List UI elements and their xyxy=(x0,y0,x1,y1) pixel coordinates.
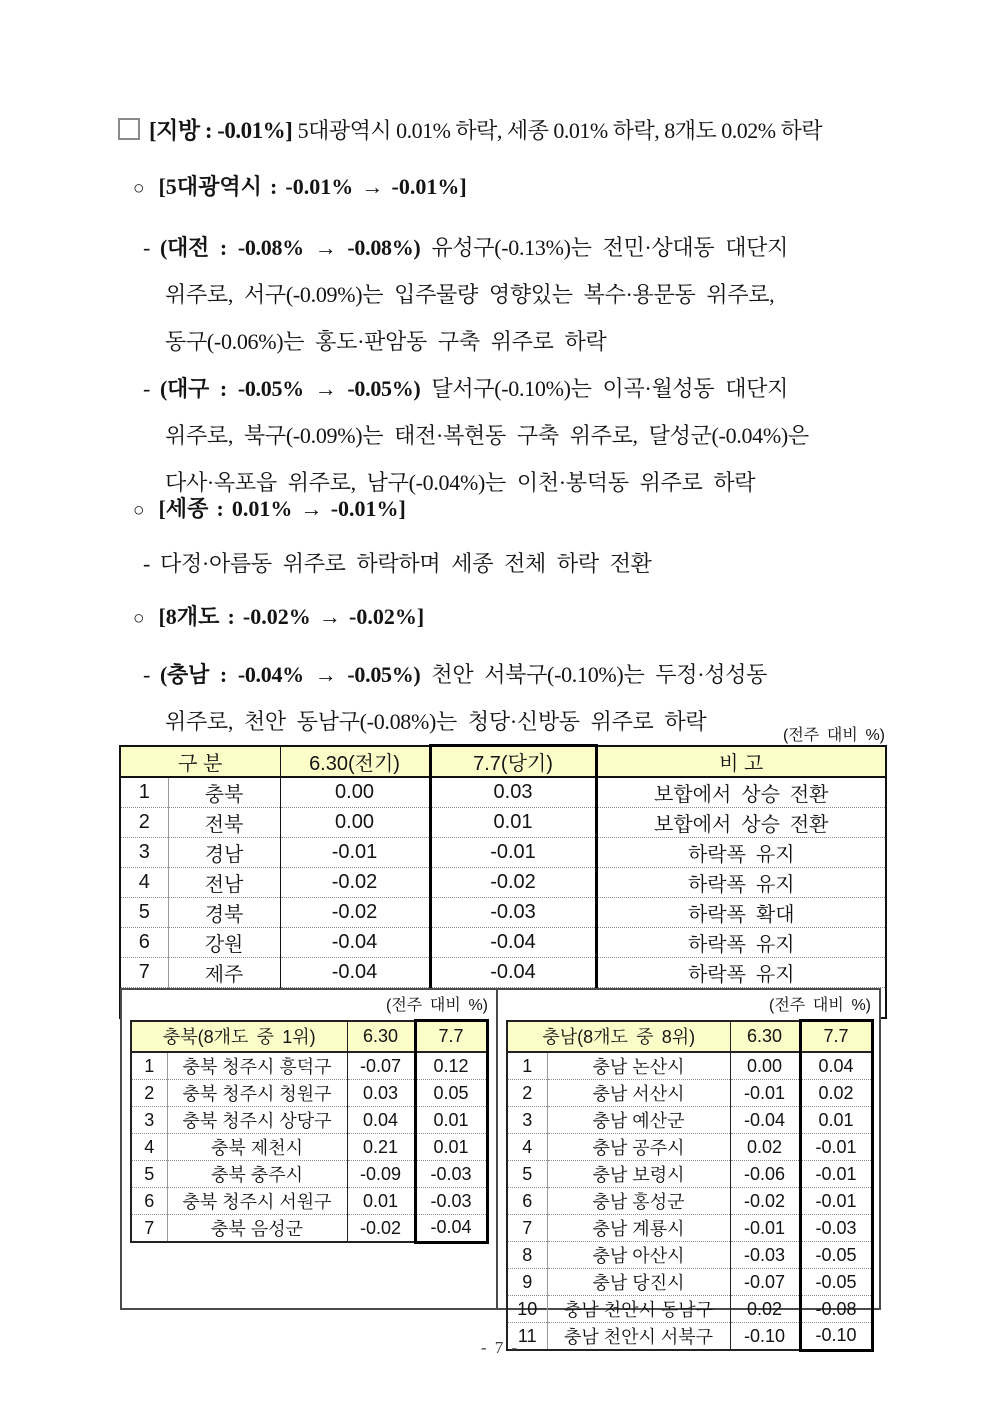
daejeon-rate-bold: (대전 : -0.08% → -0.08%) xyxy=(160,235,421,260)
header-title: 충북(8개도 중 1위) xyxy=(131,1021,347,1053)
cell-prev-rate: -0.02 xyxy=(280,898,430,928)
cell-rank: 6 xyxy=(131,1188,167,1215)
cell-rank: 2 xyxy=(120,808,168,838)
table-row xyxy=(131,1188,487,1215)
cell-region: 충북 청주시 상당구 xyxy=(167,1107,347,1134)
cell-prev-rate: 0.21 xyxy=(347,1134,415,1161)
cell-curr-rate: 0.01 xyxy=(415,1134,487,1161)
cell-prev-rate: -0.09 xyxy=(347,1161,415,1188)
cell-region: 충남 보령시 xyxy=(547,1161,730,1188)
cell-prev-rate: -0.01 xyxy=(730,1215,800,1242)
cell-rank: 3 xyxy=(131,1107,167,1134)
table-row xyxy=(507,1188,872,1215)
cell-rank: 4 xyxy=(120,868,168,898)
cell-curr-rate: 0.04 xyxy=(800,1052,872,1080)
cell-region: 충남 공주시 xyxy=(547,1134,730,1161)
cell-prev-rate: -0.04 xyxy=(730,1107,800,1134)
cell-prev-rate: 0.00 xyxy=(730,1052,800,1080)
page-number: - 7 - xyxy=(480,1338,520,1357)
cell-rank: 8 xyxy=(507,1242,547,1269)
daegu-line3: 다사·옥포읍 위주로, 남구(-0.04%)는 이천·봉덕동 위주로 하락 xyxy=(165,470,756,495)
cell-region: 충남 천안시 서북구 xyxy=(547,1323,730,1351)
cell-curr-rate: -0.10 xyxy=(800,1323,872,1351)
cell-region: 충북 청주시 청원구 xyxy=(167,1080,347,1107)
table-row xyxy=(120,928,886,958)
chungnam-detail-table xyxy=(506,1019,874,1352)
subheading-text: [세종 : 0.01% → -0.01%] xyxy=(158,496,406,521)
cell-curr-rate: -0.04 xyxy=(430,928,596,958)
main-table-container xyxy=(119,744,887,1020)
cell-curr-rate: -0.02 xyxy=(430,868,596,898)
paragraph-daejeon xyxy=(143,224,788,365)
cell-curr-rate: 0.03 xyxy=(430,777,596,808)
dash-bullet: - xyxy=(143,551,151,576)
cell-region: 충남 논산시 xyxy=(547,1052,730,1080)
cell-prev-rate: -0.07 xyxy=(347,1052,415,1080)
cell-region: 충남 예산군 xyxy=(547,1107,730,1134)
cell-rank: 10 xyxy=(507,1296,547,1323)
cell-rank: 5 xyxy=(131,1161,167,1188)
cell-curr-rate: 0.01 xyxy=(415,1107,487,1134)
chungnam-rate-bold: (충남 : -0.04% → -0.05%) xyxy=(160,662,421,687)
cell-rank: 4 xyxy=(507,1134,547,1161)
cell-curr-rate: -0.03 xyxy=(415,1188,487,1215)
paragraph-daegu xyxy=(143,365,809,506)
table-row xyxy=(120,898,886,928)
cell-curr-rate: -0.04 xyxy=(415,1215,487,1243)
table-header-row xyxy=(131,1021,487,1053)
cell-region: 충북 음성군 xyxy=(167,1215,347,1243)
cell-rank: 3 xyxy=(507,1107,547,1134)
table-row xyxy=(507,1107,872,1134)
subheading-text: [5대광역시 : -0.01% → -0.01%] xyxy=(158,174,467,199)
cell-prev-rate: 0.03 xyxy=(347,1080,415,1107)
cell-remark: 하락폭 확대 xyxy=(596,898,886,928)
cell-prev-rate: -0.07 xyxy=(730,1269,800,1296)
paragraph-line xyxy=(143,651,767,698)
cell-remark: 하락폭 유지 xyxy=(596,928,886,958)
circle-bullet-icon: ○ xyxy=(133,608,145,629)
cell-prev-rate: 0.00 xyxy=(280,777,430,808)
cell-prev-rate: -0.06 xyxy=(730,1161,800,1188)
table-row xyxy=(120,838,886,868)
paragraph-line xyxy=(143,224,788,271)
cell-rank: 2 xyxy=(507,1080,547,1107)
subheading-sejong xyxy=(133,492,406,523)
cell-region: 경북 xyxy=(168,898,280,928)
cell-prev-rate: -0.04 xyxy=(280,928,430,958)
cell-rank: 1 xyxy=(144,1055,155,1076)
cell-curr-rate: -0.01 xyxy=(800,1161,872,1188)
table-row xyxy=(507,1080,872,1107)
cell-rank: 1 xyxy=(138,781,150,803)
dash-bullet: - xyxy=(143,376,151,401)
cell-curr-rate: -0.08 xyxy=(800,1296,872,1323)
cell-region: 충남 당진시 xyxy=(547,1269,730,1296)
cell-curr-rate: -0.05 xyxy=(800,1269,872,1296)
cell-prev-rate: -0.01 xyxy=(280,838,430,868)
table-row xyxy=(120,958,886,988)
cell-region: 충북 청주시 흥덕구 xyxy=(167,1052,347,1080)
paragraph-sejong xyxy=(143,547,652,578)
header-prev-date: 6.30 xyxy=(730,1021,800,1053)
cell-region: 충남 서산시 xyxy=(547,1080,730,1107)
table-row xyxy=(131,1134,487,1161)
cell-rank: 6 xyxy=(507,1188,547,1215)
cell-rank: 7 xyxy=(120,958,168,988)
chungnam-line2: 위주로, 천안 동남구(-0.08%)는 청당·신방동 위주로 하락 xyxy=(165,709,707,734)
section-heading xyxy=(118,112,822,145)
header-curr-date: 7.7 xyxy=(800,1021,872,1053)
cell-remark: 하락폭 유지 xyxy=(596,868,886,898)
cell-region: 충북 청주시 서원구 xyxy=(167,1188,347,1215)
header-title: 충남(8개도 중 8위) xyxy=(507,1021,730,1053)
cell-remark: 보합에서 상승 전환 xyxy=(596,808,886,838)
cell-rank: 4 xyxy=(131,1134,167,1161)
chungnam-detail-box xyxy=(496,988,881,1347)
cell-prev-rate: 0.02 xyxy=(730,1296,800,1323)
header-remark: 비 고 xyxy=(596,746,886,778)
cell-curr-rate: -0.04 xyxy=(430,958,596,988)
cell-rank: 5 xyxy=(507,1161,547,1188)
dash-bullet: - xyxy=(143,235,151,260)
cell-curr-rate: 0.01 xyxy=(800,1107,872,1134)
table-row xyxy=(120,868,886,898)
header-prev-date: 6.30(전기) xyxy=(280,746,430,778)
cell-region: 충남 계룡시 xyxy=(547,1215,730,1242)
daegu-line1: 달서구(-0.10%)는 이곡·월성동 대단지 xyxy=(431,376,789,401)
cell-region: 충북 제천시 xyxy=(167,1134,347,1161)
cell-curr-rate: -0.01 xyxy=(800,1134,872,1161)
chungbuk-detail-box xyxy=(120,988,498,1310)
cell-rank: 3 xyxy=(120,838,168,868)
main-table-unit-note: (전주 대비 %) xyxy=(783,727,885,744)
cell-rank: 9 xyxy=(507,1269,547,1296)
heading-bold: [지방 : -0.01%] xyxy=(149,118,293,143)
cell-curr-rate: 0.05 xyxy=(415,1080,487,1107)
heading-rest: 5대광역시 0.01% 하락, 세종 0.01% 하락, 8개도 0.02% 하락 xyxy=(297,118,823,143)
paragraph-line xyxy=(143,365,809,412)
cell-rank: 11 xyxy=(507,1323,547,1351)
table-row xyxy=(507,1161,872,1188)
cell-region: 충남 아산시 xyxy=(547,1242,730,1269)
cell-prev-rate: 0.01 xyxy=(347,1188,415,1215)
table-row xyxy=(131,1080,487,1107)
cell-prev-rate: 0.02 xyxy=(730,1134,800,1161)
subheading-provinces xyxy=(133,600,424,631)
cell-region: 충북 충주시 xyxy=(167,1161,347,1188)
subheading-five-metro xyxy=(133,170,467,201)
daegu-line2: 위주로, 북구(-0.09%)는 태전·복현동 구축 위주로, 달성군(-0.04%)은 xyxy=(165,423,809,448)
table-row xyxy=(131,1052,487,1080)
subheading-text: [8개도 : -0.02% → -0.02%] xyxy=(158,604,425,629)
cell-curr-rate: -0.01 xyxy=(800,1188,872,1215)
table-row xyxy=(120,808,886,838)
table-row xyxy=(507,1052,872,1080)
daegu-rate-bold: (대구 : -0.05% → -0.05%) xyxy=(160,376,421,401)
table-row xyxy=(507,1269,872,1296)
table-row xyxy=(131,1107,487,1134)
cell-region: 충남 홍성군 xyxy=(547,1188,730,1215)
table-header-row xyxy=(120,746,886,778)
cell-prev-rate: -0.02 xyxy=(347,1215,415,1243)
cell-curr-rate: 0.01 xyxy=(430,808,596,838)
cell-region: 충북 xyxy=(168,777,280,808)
cell-region: 전북 xyxy=(168,808,280,838)
cell-curr-rate: -0.03 xyxy=(430,898,596,928)
sejong-line1: 다정·아름동 위주로 하락하며 세종 전체 하락 전환 xyxy=(160,551,652,576)
table-row xyxy=(131,1161,487,1188)
cell-curr-rate: -0.03 xyxy=(800,1215,872,1242)
cell-curr-rate: -0.01 xyxy=(430,838,596,868)
circle-bullet-icon: ○ xyxy=(133,500,145,521)
table-row xyxy=(507,1134,872,1161)
cell-prev-rate: 0.00 xyxy=(280,808,430,838)
cell-curr-rate: 0.12 xyxy=(415,1052,487,1080)
header-curr-date: 7.7(당기) xyxy=(430,746,596,778)
chungnam-unit-note: (전주 대비 %) xyxy=(769,997,871,1014)
checkbox-square-icon xyxy=(118,118,140,140)
table-row xyxy=(131,1215,487,1243)
cell-prev-rate: -0.03 xyxy=(730,1242,800,1269)
cell-rank: 6 xyxy=(120,928,168,958)
table-row xyxy=(507,1296,872,1323)
cell-region: 전남 xyxy=(168,868,280,898)
chungbuk-unit-note: (전주 대비 %) xyxy=(386,997,488,1014)
cell-curr-rate: -0.05 xyxy=(800,1242,872,1269)
daejeon-line3: 동구(-0.06%)는 홍도·판암동 구축 위주로 하락 xyxy=(165,329,607,354)
cell-rank: 7 xyxy=(507,1215,547,1242)
daejeon-line1: 유성구(-0.13%)는 전민·상대동 대단지 xyxy=(431,235,789,260)
chungbuk-detail-table xyxy=(130,1019,489,1244)
cell-curr-rate: -0.03 xyxy=(415,1161,487,1188)
cell-remark: 보합에서 상승 전환 xyxy=(654,784,829,806)
cell-prev-rate: -0.01 xyxy=(730,1080,800,1107)
cell-rank: 1 xyxy=(522,1055,533,1076)
cell-rank: 2 xyxy=(131,1080,167,1107)
table-header-row xyxy=(507,1021,872,1053)
provinces-summary-table xyxy=(119,744,887,1020)
table-row xyxy=(507,1215,872,1242)
header-prev-date: 6.30 xyxy=(347,1021,415,1053)
header-group: 구 분 xyxy=(120,746,280,778)
cell-remark: 하락폭 유지 xyxy=(596,838,886,868)
cell-region: 충남 천안시 동남구 xyxy=(547,1296,730,1323)
cell-remark: 하락폭 유지 xyxy=(596,958,886,988)
cell-rank: 7 xyxy=(131,1215,167,1243)
table-row xyxy=(507,1242,872,1269)
chungnam-line1: 천안 서북구(-0.10%)는 두정·성성동 xyxy=(431,662,768,687)
cell-prev-rate: -0.04 xyxy=(280,958,430,988)
circle-bullet-icon: ○ xyxy=(133,178,145,199)
cell-prev-rate: -0.02 xyxy=(280,868,430,898)
cell-region: 강원 xyxy=(168,928,280,958)
header-curr-date: 7.7 xyxy=(415,1021,487,1053)
cell-rank: 5 xyxy=(120,898,168,928)
cell-prev-rate: -0.10 xyxy=(730,1323,800,1351)
cell-region: 제주 xyxy=(168,958,280,988)
dash-bullet: - xyxy=(143,662,151,687)
cell-curr-rate: 0.02 xyxy=(800,1080,872,1107)
daejeon-line2: 위주로, 서구(-0.09%)는 입주물량 영향있는 복수·용문동 위주로, xyxy=(165,282,775,307)
cell-region: 경남 xyxy=(168,838,280,868)
cell-prev-rate: 0.04 xyxy=(347,1107,415,1134)
table-row xyxy=(120,777,886,808)
cell-prev-rate: -0.02 xyxy=(730,1188,800,1215)
